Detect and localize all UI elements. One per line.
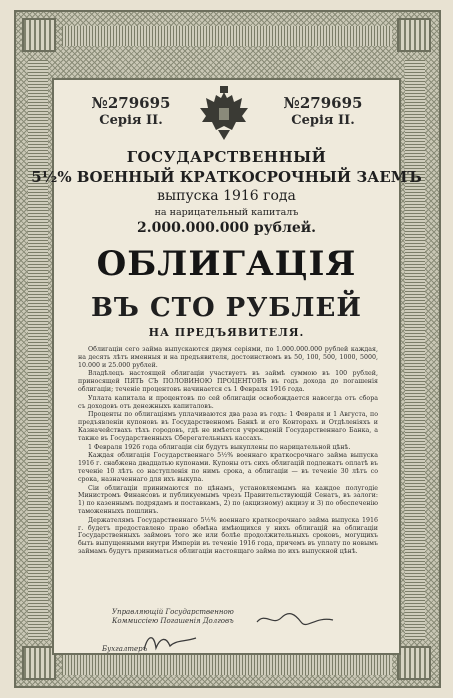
border-band-bottom: [62, 655, 392, 675]
corner-ornament-top-left: [22, 18, 56, 52]
border-band-right: [405, 60, 425, 640]
title-denomination: ВЪ СТО РУБЛЕЙ: [91, 293, 362, 323]
terms-text: [78, 346, 378, 557]
border-band-top: [62, 26, 392, 46]
terms-paragraph: Сіи облигаціи принимаются по цѣнамъ, установляемымъ на каждое полугодіе Министромъ Финансовъ и публикуемымъ чрезъ Правительствующій Сенатъ, въ залоги: 1) по казеннымъ подрядамъ и поставкамъ, 2) по (акцизному) акцизу и 3) по обеспеченію таможенныхъ пошлинъ.: [78, 484, 378, 515]
serial-block-right: [268, 94, 378, 128]
title-capital-label: на нарицательный капиталъ: [154, 207, 299, 218]
title-obligation: ОБЛИГАЦІЯ: [96, 244, 357, 284]
manager-signature: [255, 610, 335, 628]
series-label-right: Серія II.: [291, 113, 355, 128]
title-capital-amount: 2.000.000.000 рублей.: [136, 220, 317, 236]
title-loan-name: 5½% ВОЕННЫЙ КРАТКОСРОЧНЫЙ ЗАЕМЪ: [31, 168, 422, 186]
terms-paragraph: 1 Февраля 1926 года облигаціи сіи будутъ выкуплены по нарицательной цѣнѣ.: [88, 443, 351, 451]
corner-ornament-bottom-left: [22, 646, 56, 680]
corner-ornament-top-right: [397, 18, 431, 52]
accountant-signature: [140, 630, 200, 656]
accountant-signature-label: Бухгалтеръ: [102, 645, 148, 653]
title-issue-year: выпуска 1916 года: [157, 188, 296, 204]
serial-number-left: №279695: [91, 94, 171, 112]
terms-paragraph: Облигаціи сего займа выпускаются двумя серіями, по 1.000.000.000 рублей каждая, на десять лѣтъ именныя и на предъявителя, достоинствомъ въ 50, 100, 500, 1000, 5000, 10.000 и 25.000 рублей.: [78, 346, 378, 369]
double-headed-eagle-icon: [196, 84, 252, 144]
terms-paragraph: Владѣлецъ настоящей облигаціи участвуетъ въ займѣ суммою въ 100 рублей, приносящей ПЯТЬ СЪ ПОЛОВИНОЮ ПРОЦЕНТОВЪ въ годъ дохода до погашенія облигаціи; теченіе процентовъ начинается съ 1 Февраля 1916 года.: [78, 370, 378, 393]
series-label-left: Серія II.: [99, 113, 163, 128]
serial-number-right: №279695: [283, 94, 363, 112]
terms-paragraph: Каждая облигація Государственнаго 5½% военнаго краткосрочнаго займа выпуска 1916 г. снабжена двадцатью купонами. Купоны отъ сихъ облигацій подлежатъ оплатѣ въ теченіе 10 лѣтъ со наступленія по нимъ срока, а облигаціи — въ теченіе 30 лѣтъ со срока, назначеннаго для ихъ выкупа.: [78, 452, 378, 483]
title-bearer: НА ПРЕДЪЯВИТЕЛЯ.: [148, 326, 305, 339]
terms-paragraph: Проценты по облигаціямъ уплачиваются два раза въ годъ: 1 Февраля и 1 Августа, по предъявленіи купоновъ въ Государственномъ Банкѣ и его Конторахъ и Отдѣленіяхъ и Казначействахъ тѣхъ городовъ, гдѣ не имѣется учрежденій Государственнаго Банка, а также въ Государственныхъ Сберегательныхъ кассахъ.: [78, 411, 378, 442]
title-state: ГОСУДАРСТВЕННЫЙ: [126, 148, 327, 166]
border-band-left: [28, 60, 48, 640]
corner-ornament-bottom-right: [397, 646, 431, 680]
terms-paragraph: Держателямъ Государственнаго 5½% военнаго краткосрочнаго займа выпуска 1916 г. будетъ предоставлено право обмѣна имѣющихся у нихъ облигацій на облигаціи Государственныхъ займовъ того же или болѣе продолжительныхъ сроковъ, могущихъ быть выпущенными внутри Имперіи въ теченіе 1916 года, причемъ въ уплату по новымъ займамъ будутъ приниматься облигаціи настоящаго займа по ихъ выпускной цѣнѣ.: [78, 516, 378, 555]
manager-signature-label: Управляющій Государственною Коммиссіею Погашенія Долговъ: [112, 608, 234, 625]
terms-paragraph: Уплата капитала и процентовъ по сей облигаціи освобождается навсегда отъ сбора съ доходовъ отъ денежныхъ капиталовъ.: [78, 394, 378, 410]
serial-block-left: [76, 94, 186, 128]
